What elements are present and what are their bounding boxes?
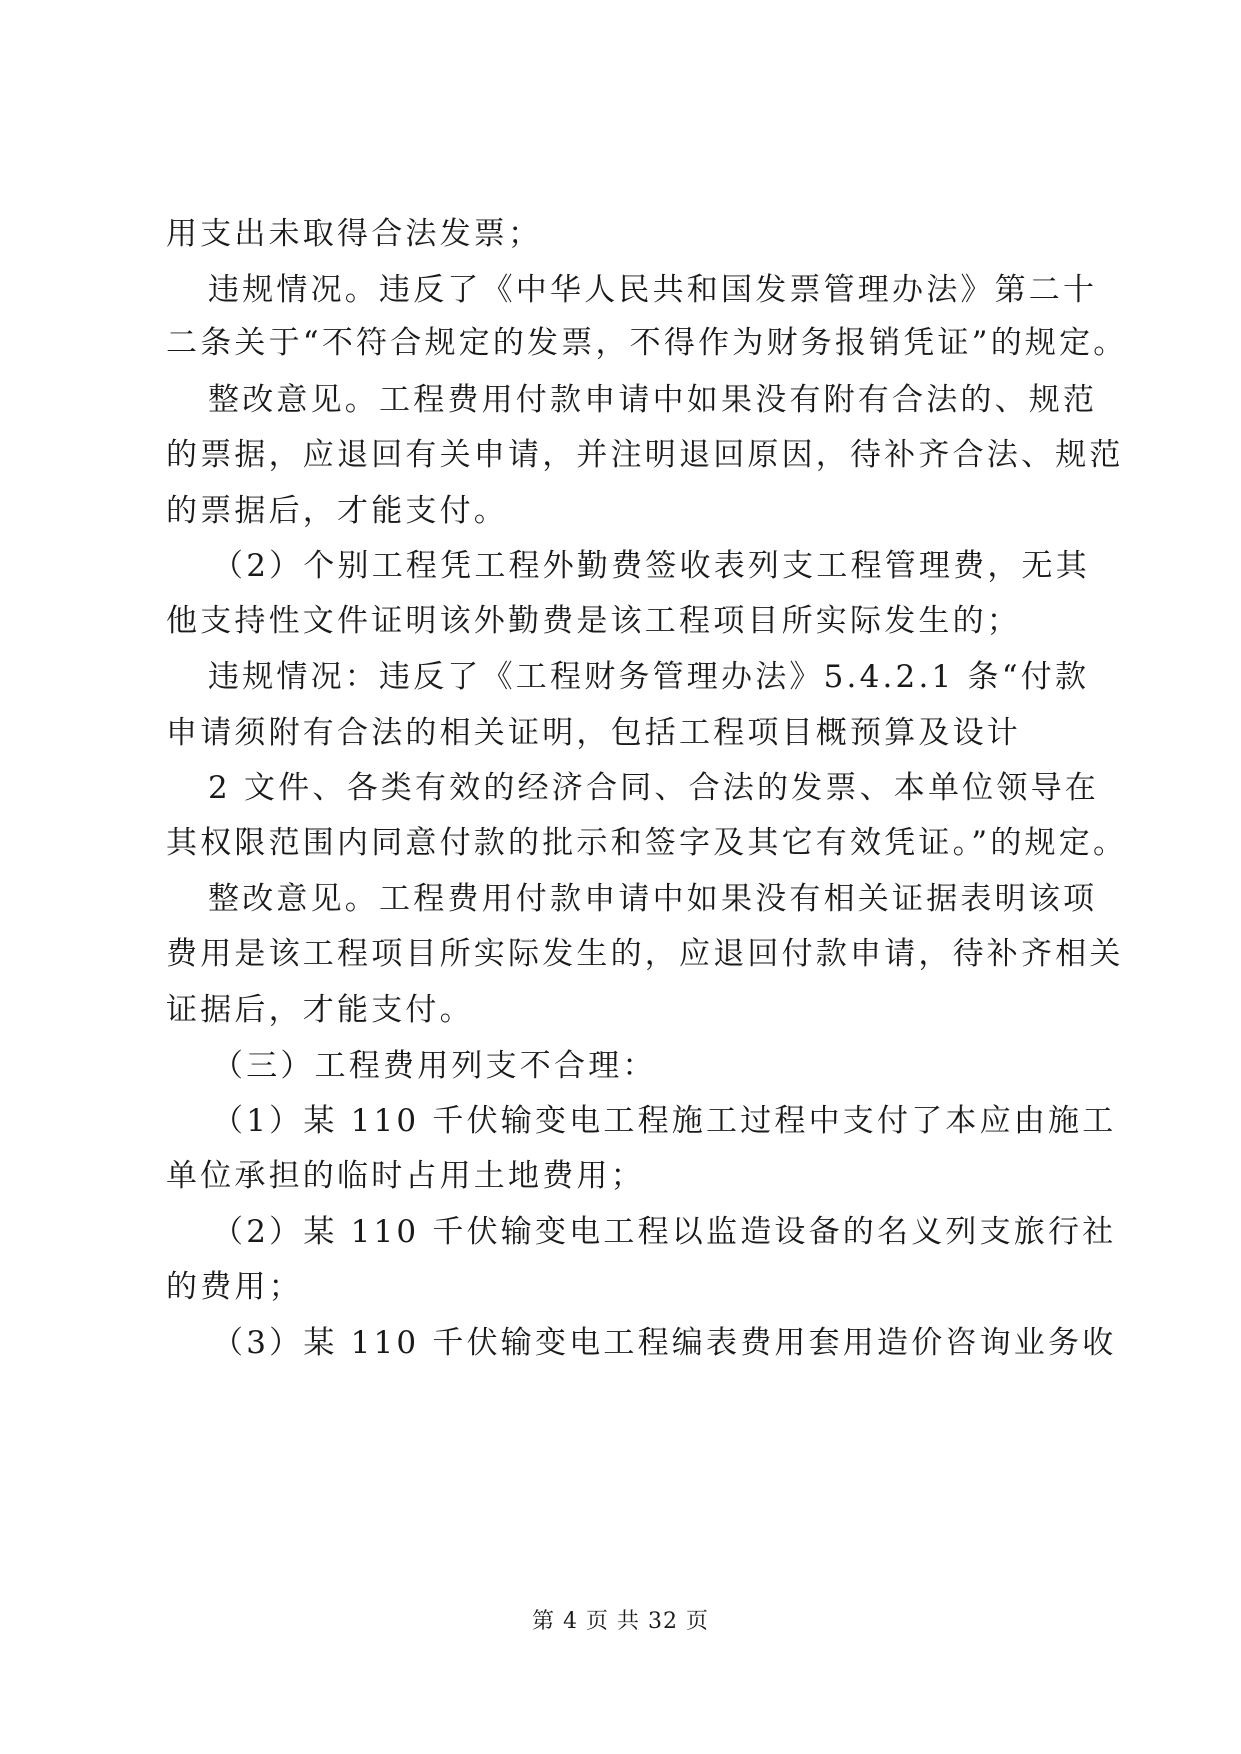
text-line-21: （3）某 110 千伏输变电工程编表费用套用造价咨询业务收 xyxy=(212,1325,1117,1361)
text-line-7: （2）个别工程凭工程外勤费签收表列支工程管理费，无其 xyxy=(212,548,1090,584)
text-line-19: （2）某 110 千伏输变电工程以监造设备的名义列支旅行社 xyxy=(212,1214,1117,1250)
text-line-15: 证据后，才能支付。 xyxy=(166,992,474,1028)
text-line-8: 他支持性文件证明该外勤费是该工程项目所实际发生的； xyxy=(166,603,1021,639)
text-line-6: 的票据后，才能支付。 xyxy=(166,493,508,529)
text-line-12: 其权限范围内同意付款的批示和签字及其它有效凭证。”的规定。 xyxy=(166,825,1128,861)
text-line-10: 申请须附有合法的相关证明，包括工程项目概预算及设计 xyxy=(166,715,1021,751)
text-line-4: 整改意见。工程费用付款申请中如果没有附有合法的、规范 xyxy=(208,382,1098,418)
text-line-17: （1）某 110 千伏输变电工程施工过程中支付了本应由施工 xyxy=(212,1103,1117,1139)
text-line-2: 违规情况。违反了《中华人民共和国发票管理办法》第二十 xyxy=(208,272,1098,308)
text-line-20: 的费用； xyxy=(166,1269,303,1305)
text-line-11: 2 文件、各类有效的经济合同、合法的发票、本单位领导在 xyxy=(208,770,1099,806)
text-line-14: 费用是该工程项目所实际发生的，应退回付款申请，待补齐相关 xyxy=(166,936,1124,972)
text-line-3: 二条关于“不符合规定的发票，不得作为财务报销凭证”的规定。 xyxy=(166,325,1128,361)
page-number-footer: 第 4 页 共 32 页 xyxy=(532,1609,709,1634)
text-line-5: 的票据，应退回有关申请，并注明退回原因，待补齐合法、规范 xyxy=(166,437,1124,473)
text-line-9: 违规情况：违反了《工程财务管理办法》5.4.2.1 条“付款 xyxy=(208,659,1090,695)
text-line-18: 单位承担的临时占用土地费用； xyxy=(166,1158,645,1194)
text-line-13: 整改意见。工程费用付款申请中如果没有相关证据表明该项 xyxy=(208,881,1098,917)
text-line-1: 用支出未取得合法发票； xyxy=(166,216,543,252)
text-line-16: （三）工程费用列支不合理： xyxy=(212,1048,657,1084)
